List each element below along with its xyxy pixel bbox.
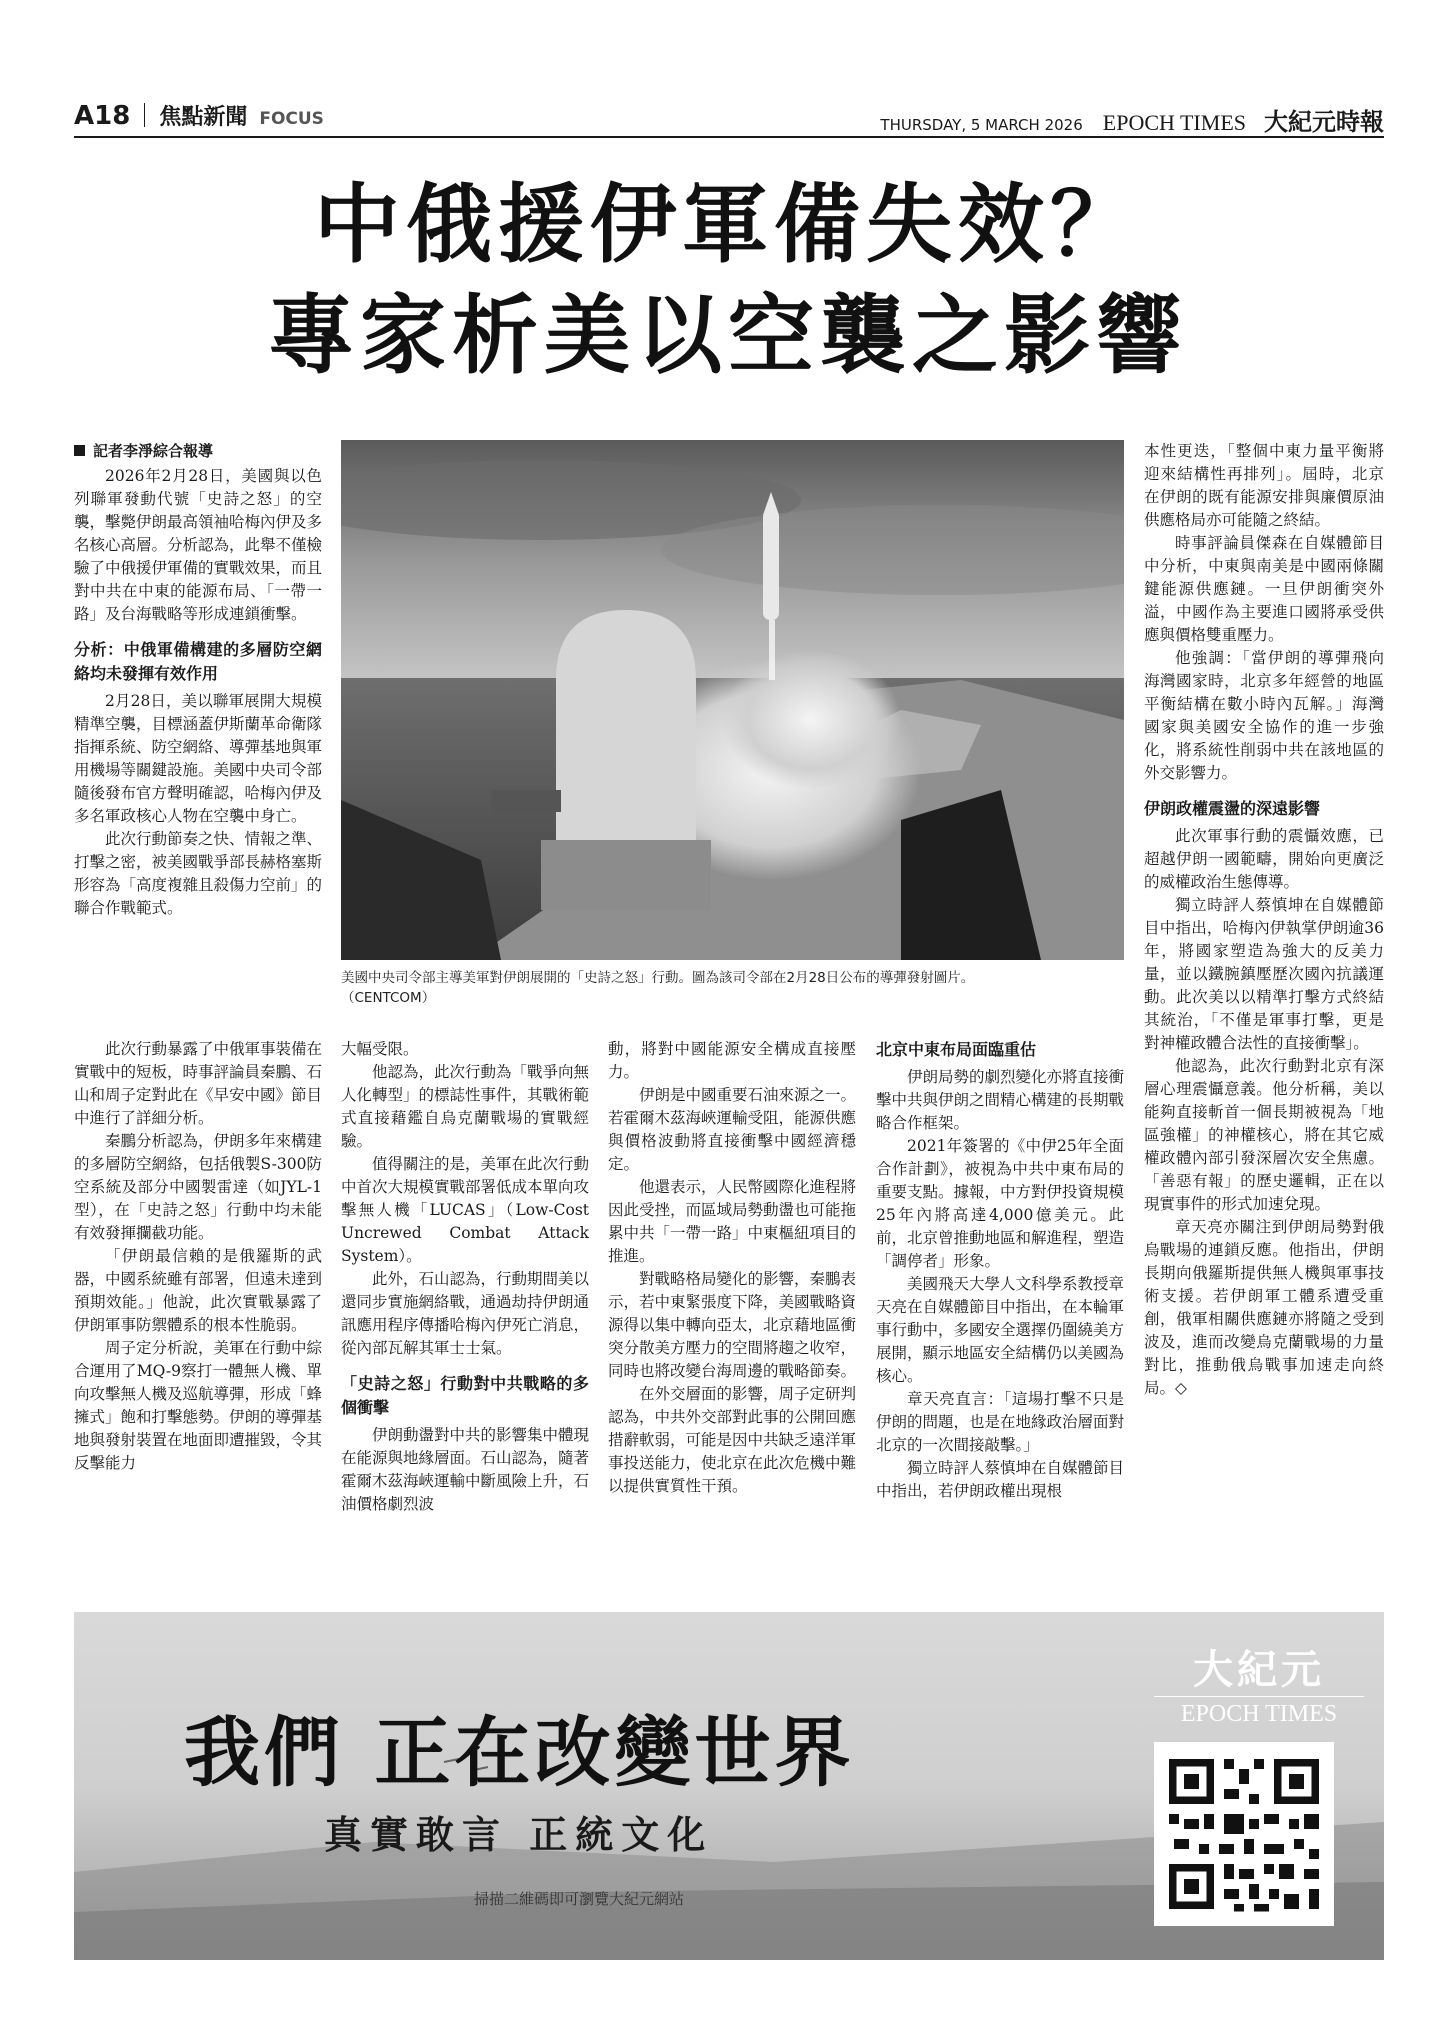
paragraph: 他還表示，人民幣國際化進程將因此受挫，而區域局勢動盪也可能拖累中共「一帶一路」中東樞紐項目的推進。 xyxy=(608,1178,857,1265)
masthead-right xyxy=(880,102,1384,137)
subheading: 北京中東布局面臨重估 xyxy=(876,1040,1037,1059)
section-name-en: FOCUS xyxy=(259,109,324,129)
paragraph: 此外，石山認為，行動期間美以還同步實施網絡戰，通過劫持伊朗通訊應用程序傳播哈梅內伊死亡消息，從內部瓦解其軍士士氣。 xyxy=(341,1270,590,1357)
photo-credit: （CENTCOM） xyxy=(341,990,436,1006)
paragraph: 伊朗局勢的劇烈變化亦將直接衝擊中共與伊朗之間精心構建的長期戰略合作框架。 xyxy=(876,1068,1125,1132)
page-number: A18 xyxy=(74,101,131,131)
paragraph: 動，將對中國能源安全構成直接壓力。 xyxy=(608,1040,856,1081)
paragraph: 此次軍事行動的震懾效應，已超越伊朗一國範疇，開始向更廣泛的威權政治生態傳導。 xyxy=(1144,827,1384,891)
paragraph: 此次行動節奏之快、情報之準、打擊之密，被美國戰爭部長赫格塞斯形容為「高度複雜且殺傷力空前」的聯合作戰範式。 xyxy=(74,830,323,917)
paragraph: 章天亮亦關注到伊朗局勢對俄烏戰場的連鎖反應。他指出，伊朗長期向俄羅斯提供無人機與軍事技術支援。若伊朗軍工體系遭受重創，俄軍相關供應鏈亦將隨之受到波及，進而改變烏克蘭戰場的力量對比，推動俄烏戰事加速走向終局。◇ xyxy=(1144,1218,1384,1397)
paragraph: 章天亮直言：「這場打擊不只是伊朗的問題，也是在地緣政治層面對北京的一次間接敲擊。」 xyxy=(876,1390,1125,1454)
ad-slogan: 我們 正在改變世界 xyxy=(184,1708,855,1797)
headline-line-2: 專家析美以空襲之影響 xyxy=(268,285,1188,386)
section-name-zh: 焦點新聞 xyxy=(159,105,248,130)
ad-scan-instruction: 掃描二維碼即可瀏覽大紀元網站 xyxy=(474,1890,685,1908)
paragraph: 伊朗動盪對中共的影響集中體現在能源與地緣層面。石山認為，隨著霍爾木茲海峽運輸中斷風險上升，石油價格劇烈波 xyxy=(341,1426,590,1513)
issue-date: THURSDAY, 5 MARCH 2026 xyxy=(880,116,1083,134)
paragraph: 本性更迭，「整個中東力量平衡將迎來結構性再排列」。屆時，北京在伊朗的既有能源安排與廉價原油供應格局亦可能隨之終結。 xyxy=(1144,442,1384,529)
paragraph: 獨立時評人蔡慎坤在自媒體節目中指出，若伊朗政權出現根 xyxy=(876,1459,1125,1500)
article-column-1 xyxy=(74,440,322,920)
paragraph: 他強調：「當伊朗的導彈飛向海灣國家時，北京多年經營的地區平衡結構在數小時內瓦解。」海灣國家與美國安全協作的進一步強化，將系統性削弱中共在該地區的外交影響力。 xyxy=(1144,649,1384,782)
paragraph: 「伊朗最信賴的是俄羅斯的武器，中國系統雖有部署，但遠未達到預期效能。」他說，此次實戰暴露了伊朗軍事防禦體系的根本性脆弱。 xyxy=(74,1247,323,1334)
paragraph: 周子定分析說，美軍在行動中綜合運用了MQ-9察打一體無人機、單向攻擊無人機及巡航導彈，形成「蜂擁式」飽和打擊態勢。伊朗的導彈基地與發射裝置在地面即遭摧毀，令其反擊能力 xyxy=(74,1339,323,1472)
qr-code-graphic xyxy=(1154,1742,1334,1926)
paragraph: 對戰略格局變化的影響，秦鵬表示，若中東緊張度下降，美國戰略資源得以集中轉向亞太，北京藉地區衝突分散美方壓力的空間將趨之收窄，同時也將改變台海周邊的戰略節奏。 xyxy=(608,1270,857,1380)
subheading: 伊朗政權震盪的深遠影響 xyxy=(1144,799,1321,818)
paragraph: 2月28日，美以聯軍展開大規模精準空襲，目標涵蓋伊斯蘭革命衛隊指揮系統、防空網絡、導彈基地與軍用機場等關鍵設施。美國中央司令部隨後發布官方聲明確認，哈梅內伊及多名軍政核心人物在空襲中身亡。 xyxy=(74,692,323,825)
ad-brand-en: EPOCH TIMES xyxy=(1154,1696,1364,1728)
masthead xyxy=(74,100,1384,138)
qr-code-icon[interactable] xyxy=(1154,1742,1334,1926)
article-column-5 xyxy=(1144,440,1384,1400)
headline-line-1: 中俄援伊軍備失效？ xyxy=(314,174,1142,275)
article-column-3 xyxy=(608,1038,856,1498)
masthead-left xyxy=(74,100,324,131)
subheading: 分析：中俄軍備構建的多層防空網絡均未發揮有效作用 xyxy=(74,640,322,683)
paragraph: 大幅受限。 xyxy=(341,1040,419,1058)
paragraph: 伊朗是中國重要石油來源之一。若霍爾木茲海峽運輸受阻，能源供應與價格波動將直接衝擊中國經濟穩定。 xyxy=(608,1086,857,1173)
ad-brand-zh: 大紀元 xyxy=(1193,1646,1325,1693)
paragraph: 他認為，此次行動對北京有深層心理震懾意義。他分析稱，美以能夠直接斬首一個長期被視為「地區強權」的神權核心，將在其它威權政體內部引發深層次安全焦慮。「善惡有報」的歷史邏輯，正在以現實事件的形式加速兌現。 xyxy=(1144,1057,1384,1213)
paragraph: 在外交層面的影響，周子定研判認為，中共外交部對此事的公開回應措辭軟弱，可能是因中共缺乏遠洋軍事投送能力，使北京在此次危機中難以提供實質性干預。 xyxy=(608,1385,857,1495)
paragraph: 他認為，此次行動為「戰爭向無人化轉型」的標誌性事件，其戰術範式直接藉鑑自烏克蘭戰場的實戰經驗。 xyxy=(341,1063,590,1150)
paragraph: 2021年簽署的《中伊25年全面合作計劃》，被視為中共中東布局的重要支點。據報，中方對伊投資規模25年內將高達4,000億美元。此前，北京曾推動地區和解進程，塑造「調停者」形象。 xyxy=(876,1137,1125,1270)
ad-tagline: 真實敢言 正統文化 xyxy=(324,1812,714,1857)
paragraph: 2026年2月28日，美國與以色列聯軍發動代號「史詩之怒」的空襲，擊斃伊朗最高領袖哈梅內伊及多名核心高層。分析認為，此舉不僅檢驗了中俄援伊軍備的實戰效果，而且對中共在中東的能源布局、「一帶一路」及台海戰略等形成連鎖衝擊。 xyxy=(74,467,323,623)
subheading: 「史詩之怒」行動對中共戰略的多個衝擊 xyxy=(341,1374,589,1417)
article-column-1-lower xyxy=(74,1038,322,1475)
paragraph: 美國飛天大學人文科學系教授章天亮在自媒體節目中指出，在本輪軍事行動中，多國安全選擇仍圍繞美方展開，顯示地區安全結構仍以美國為核心。 xyxy=(876,1275,1125,1385)
caption-text: 美國中央司令部主導美軍對伊朗展開的「史詩之怒」行動。圖為該司令部在2月28日公布的導彈發射圖片。 xyxy=(341,970,975,986)
paragraph: 時事評論員傑森在自媒體節目中分析，中東與南美是中國兩條關鍵能源供應鏈。一旦伊朗衝突外溢，中國作為主要進口國將承受供應與價格雙重壓力。 xyxy=(1144,534,1384,644)
paragraph: 獨立時評人蔡慎坤在自媒體節目中指出，哈梅內伊執掌伊朗逾36年，將國家塑造為強大的反美力量，並以鐵腕鎮壓歷次國內抗議運動。此次美以以精準打擊方式終結其統治，「不僅是軍事打擊，更是對神權政體合法性的直接衝擊」。 xyxy=(1144,896,1384,1052)
paper-name-en: EPOCH TIMES xyxy=(1102,110,1246,135)
photo-illustration xyxy=(341,440,1124,960)
epoch-times-advertisement xyxy=(74,1612,1384,1960)
article-column-4 xyxy=(876,1038,1124,1503)
paragraph: 值得關注的是，美軍在此次行動中首次大規模實戰部署低成本單向攻擊無人機「LUCAS」（Low-Cost Uncrewed Combat Attack System）。 xyxy=(341,1155,590,1265)
paragraph: 此次行動暴露了中俄軍事裝備在實戰中的短板，時事評論員秦鵬、石山和周子定對此在《早安中國》節目中進行了詳細分析。 xyxy=(74,1040,323,1127)
masthead-divider xyxy=(144,103,145,127)
square-bullet-icon xyxy=(74,445,85,456)
missile-launch-photo xyxy=(341,440,1124,960)
photo-caption xyxy=(341,968,1124,1008)
byline xyxy=(74,440,322,463)
article-column-2 xyxy=(341,1038,589,1516)
byline-text: 記者李淨綜合報導 xyxy=(93,442,214,460)
paper-name-zh: 大紀元時報 xyxy=(1264,107,1384,136)
paragraph: 秦鵬分析認為，伊朗多年來構建的多層防空網絡，包括俄製S-300防空系統及部分中國製雷達（如JYL-1型），在「史詩之怒」行動中均未能有效發揮攔截功能。 xyxy=(74,1132,323,1242)
